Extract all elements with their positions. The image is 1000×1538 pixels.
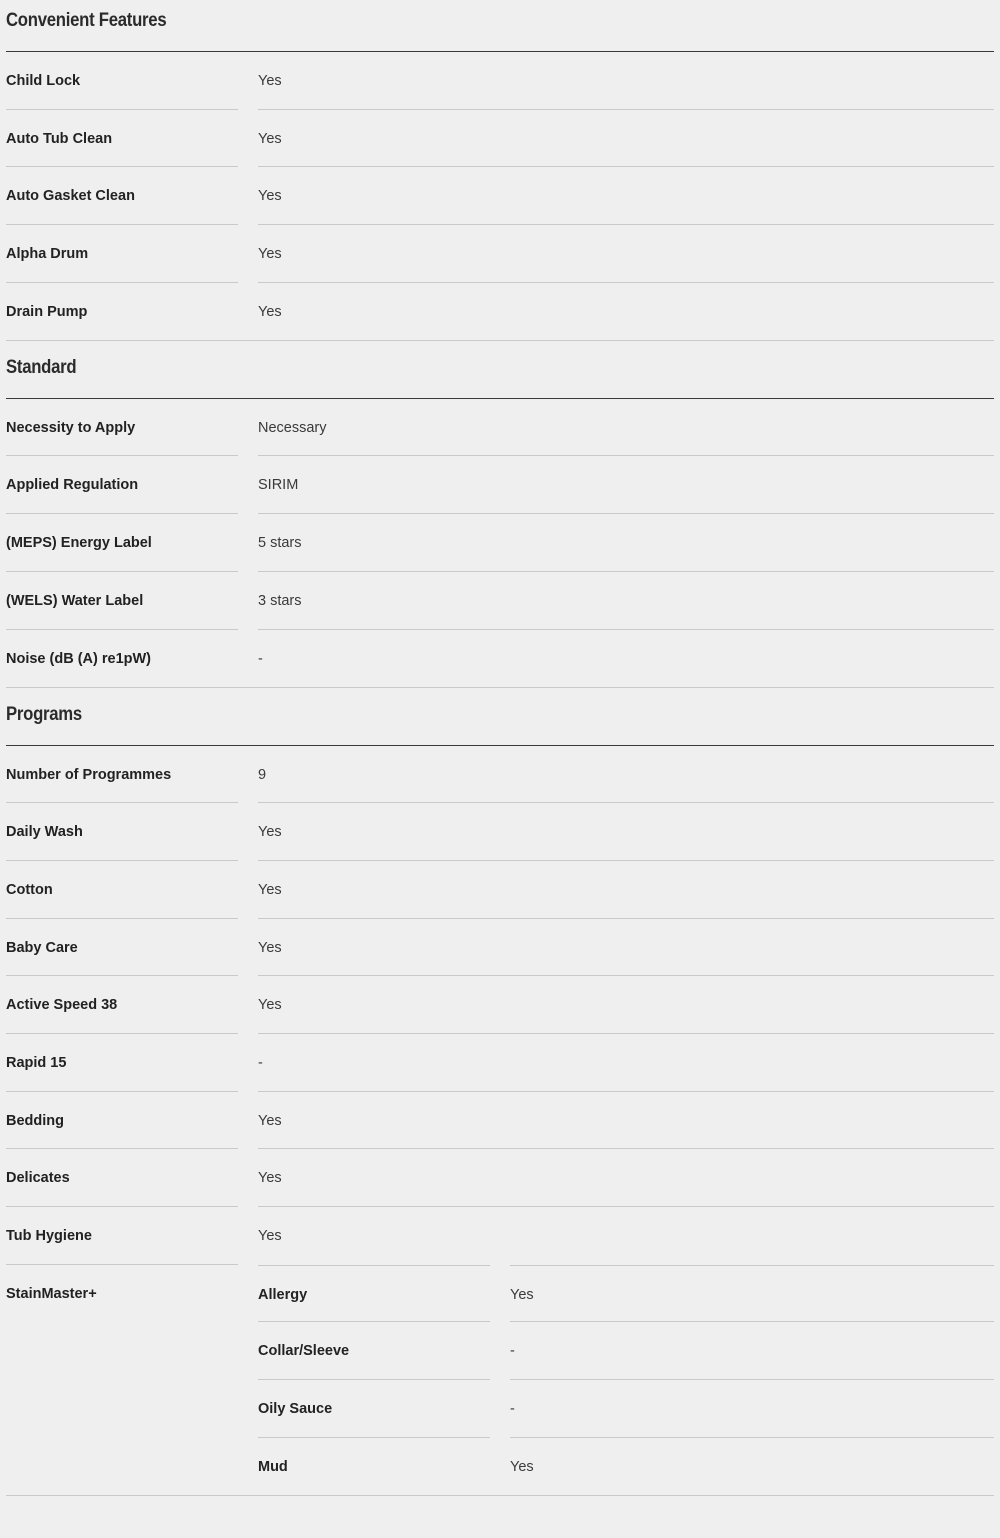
spec-value: Yes xyxy=(258,976,994,1034)
spec-value: 9 xyxy=(258,746,994,804)
spec-subvalue: - xyxy=(510,1380,994,1438)
section-header xyxy=(6,694,994,746)
spec-row xyxy=(6,399,994,457)
spec-value: Yes xyxy=(258,303,282,320)
spec-row xyxy=(6,110,994,168)
spec-row xyxy=(6,1207,994,1265)
spec-subvalue: Yes xyxy=(510,1265,994,1323)
spec-label: Cotton xyxy=(6,861,238,919)
spec-subvalue: - xyxy=(510,1322,994,1380)
section-title: Programs xyxy=(6,703,82,725)
section-standard xyxy=(6,347,994,688)
spec-value: Yes xyxy=(258,919,994,977)
spec-row xyxy=(6,283,994,341)
spec-value: Necessary xyxy=(258,399,994,457)
spec-value: - xyxy=(258,650,263,667)
spec-label: Bedding xyxy=(6,1092,238,1150)
spec-value: Yes xyxy=(258,52,994,110)
spec-value: Yes xyxy=(258,861,994,919)
spec-value: Yes xyxy=(258,1149,994,1207)
spec-label: Daily Wash xyxy=(6,803,238,861)
spec-row xyxy=(6,52,994,110)
stainmaster-group xyxy=(6,1265,994,1496)
spec-row xyxy=(6,1149,994,1207)
spec-row xyxy=(6,630,994,688)
spec-row xyxy=(6,1034,994,1092)
spec-row xyxy=(6,803,994,861)
spec-label: Child Lock xyxy=(6,52,238,110)
spec-subrow xyxy=(258,1438,994,1496)
spec-label: (MEPS) Energy Label xyxy=(6,514,238,572)
spec-value: 5 stars xyxy=(258,514,994,572)
spec-value: SIRIM xyxy=(258,456,994,514)
spec-value: Yes xyxy=(258,803,994,861)
spec-row xyxy=(6,167,994,225)
section-divider xyxy=(6,340,994,341)
spec-value: Yes xyxy=(258,110,994,168)
spec-value: - xyxy=(258,1034,994,1092)
spec-row xyxy=(6,1092,994,1150)
spec-label: Applied Regulation xyxy=(6,456,238,514)
spec-value: Yes xyxy=(258,167,994,225)
spec-value: 3 stars xyxy=(258,572,994,630)
spec-row xyxy=(6,861,994,919)
spec-label: Delicates xyxy=(6,1149,238,1207)
spec-row xyxy=(6,572,994,630)
spec-sublabel: Allergy xyxy=(258,1265,490,1323)
spec-label: (WELS) Water Label xyxy=(6,572,238,630)
section-header xyxy=(6,347,994,399)
section-title: Standard xyxy=(6,356,77,378)
spec-row xyxy=(6,919,994,977)
spec-label: Drain Pump xyxy=(6,303,88,320)
spec-sublabel: Collar/Sleeve xyxy=(258,1322,490,1380)
spec-label: Tub Hygiene xyxy=(6,1207,238,1265)
section-divider xyxy=(6,687,994,688)
spec-label: StainMaster+ xyxy=(6,1285,97,1302)
section-convenient-features xyxy=(6,0,994,341)
spec-value: Yes xyxy=(258,225,994,283)
spec-subrow xyxy=(258,1322,994,1380)
spec-subrow xyxy=(258,1380,994,1438)
spec-label: Rapid 15 xyxy=(6,1034,238,1092)
spec-row xyxy=(6,225,994,283)
spec-sublabel: Oily Sauce xyxy=(258,1380,490,1438)
section-title: Convenient Features xyxy=(6,10,167,31)
section-divider xyxy=(6,1495,994,1496)
spec-row xyxy=(6,976,994,1034)
spec-label: Auto Gasket Clean xyxy=(6,167,238,225)
spec-row xyxy=(6,514,994,572)
spec-label: Necessity to Apply xyxy=(6,399,238,457)
section-header xyxy=(6,0,994,52)
spec-label: Baby Care xyxy=(6,919,238,977)
spec-label: Noise (dB (A) re1pW) xyxy=(6,650,151,667)
section-programs xyxy=(6,694,994,1496)
spec-value: Yes xyxy=(258,1228,282,1244)
spec-value: Yes xyxy=(258,1092,994,1150)
spec-label: Alpha Drum xyxy=(6,225,238,283)
spec-sublabel: Mud xyxy=(258,1458,288,1475)
spec-label: Auto Tub Clean xyxy=(6,110,238,168)
spec-subvalue: Yes xyxy=(510,1458,534,1475)
spec-row xyxy=(6,456,994,514)
spec-label: Number of Programmes xyxy=(6,746,238,804)
spec-subrow xyxy=(258,1265,994,1323)
spec-label: Active Speed 38 xyxy=(6,976,238,1034)
spec-row xyxy=(6,746,994,804)
